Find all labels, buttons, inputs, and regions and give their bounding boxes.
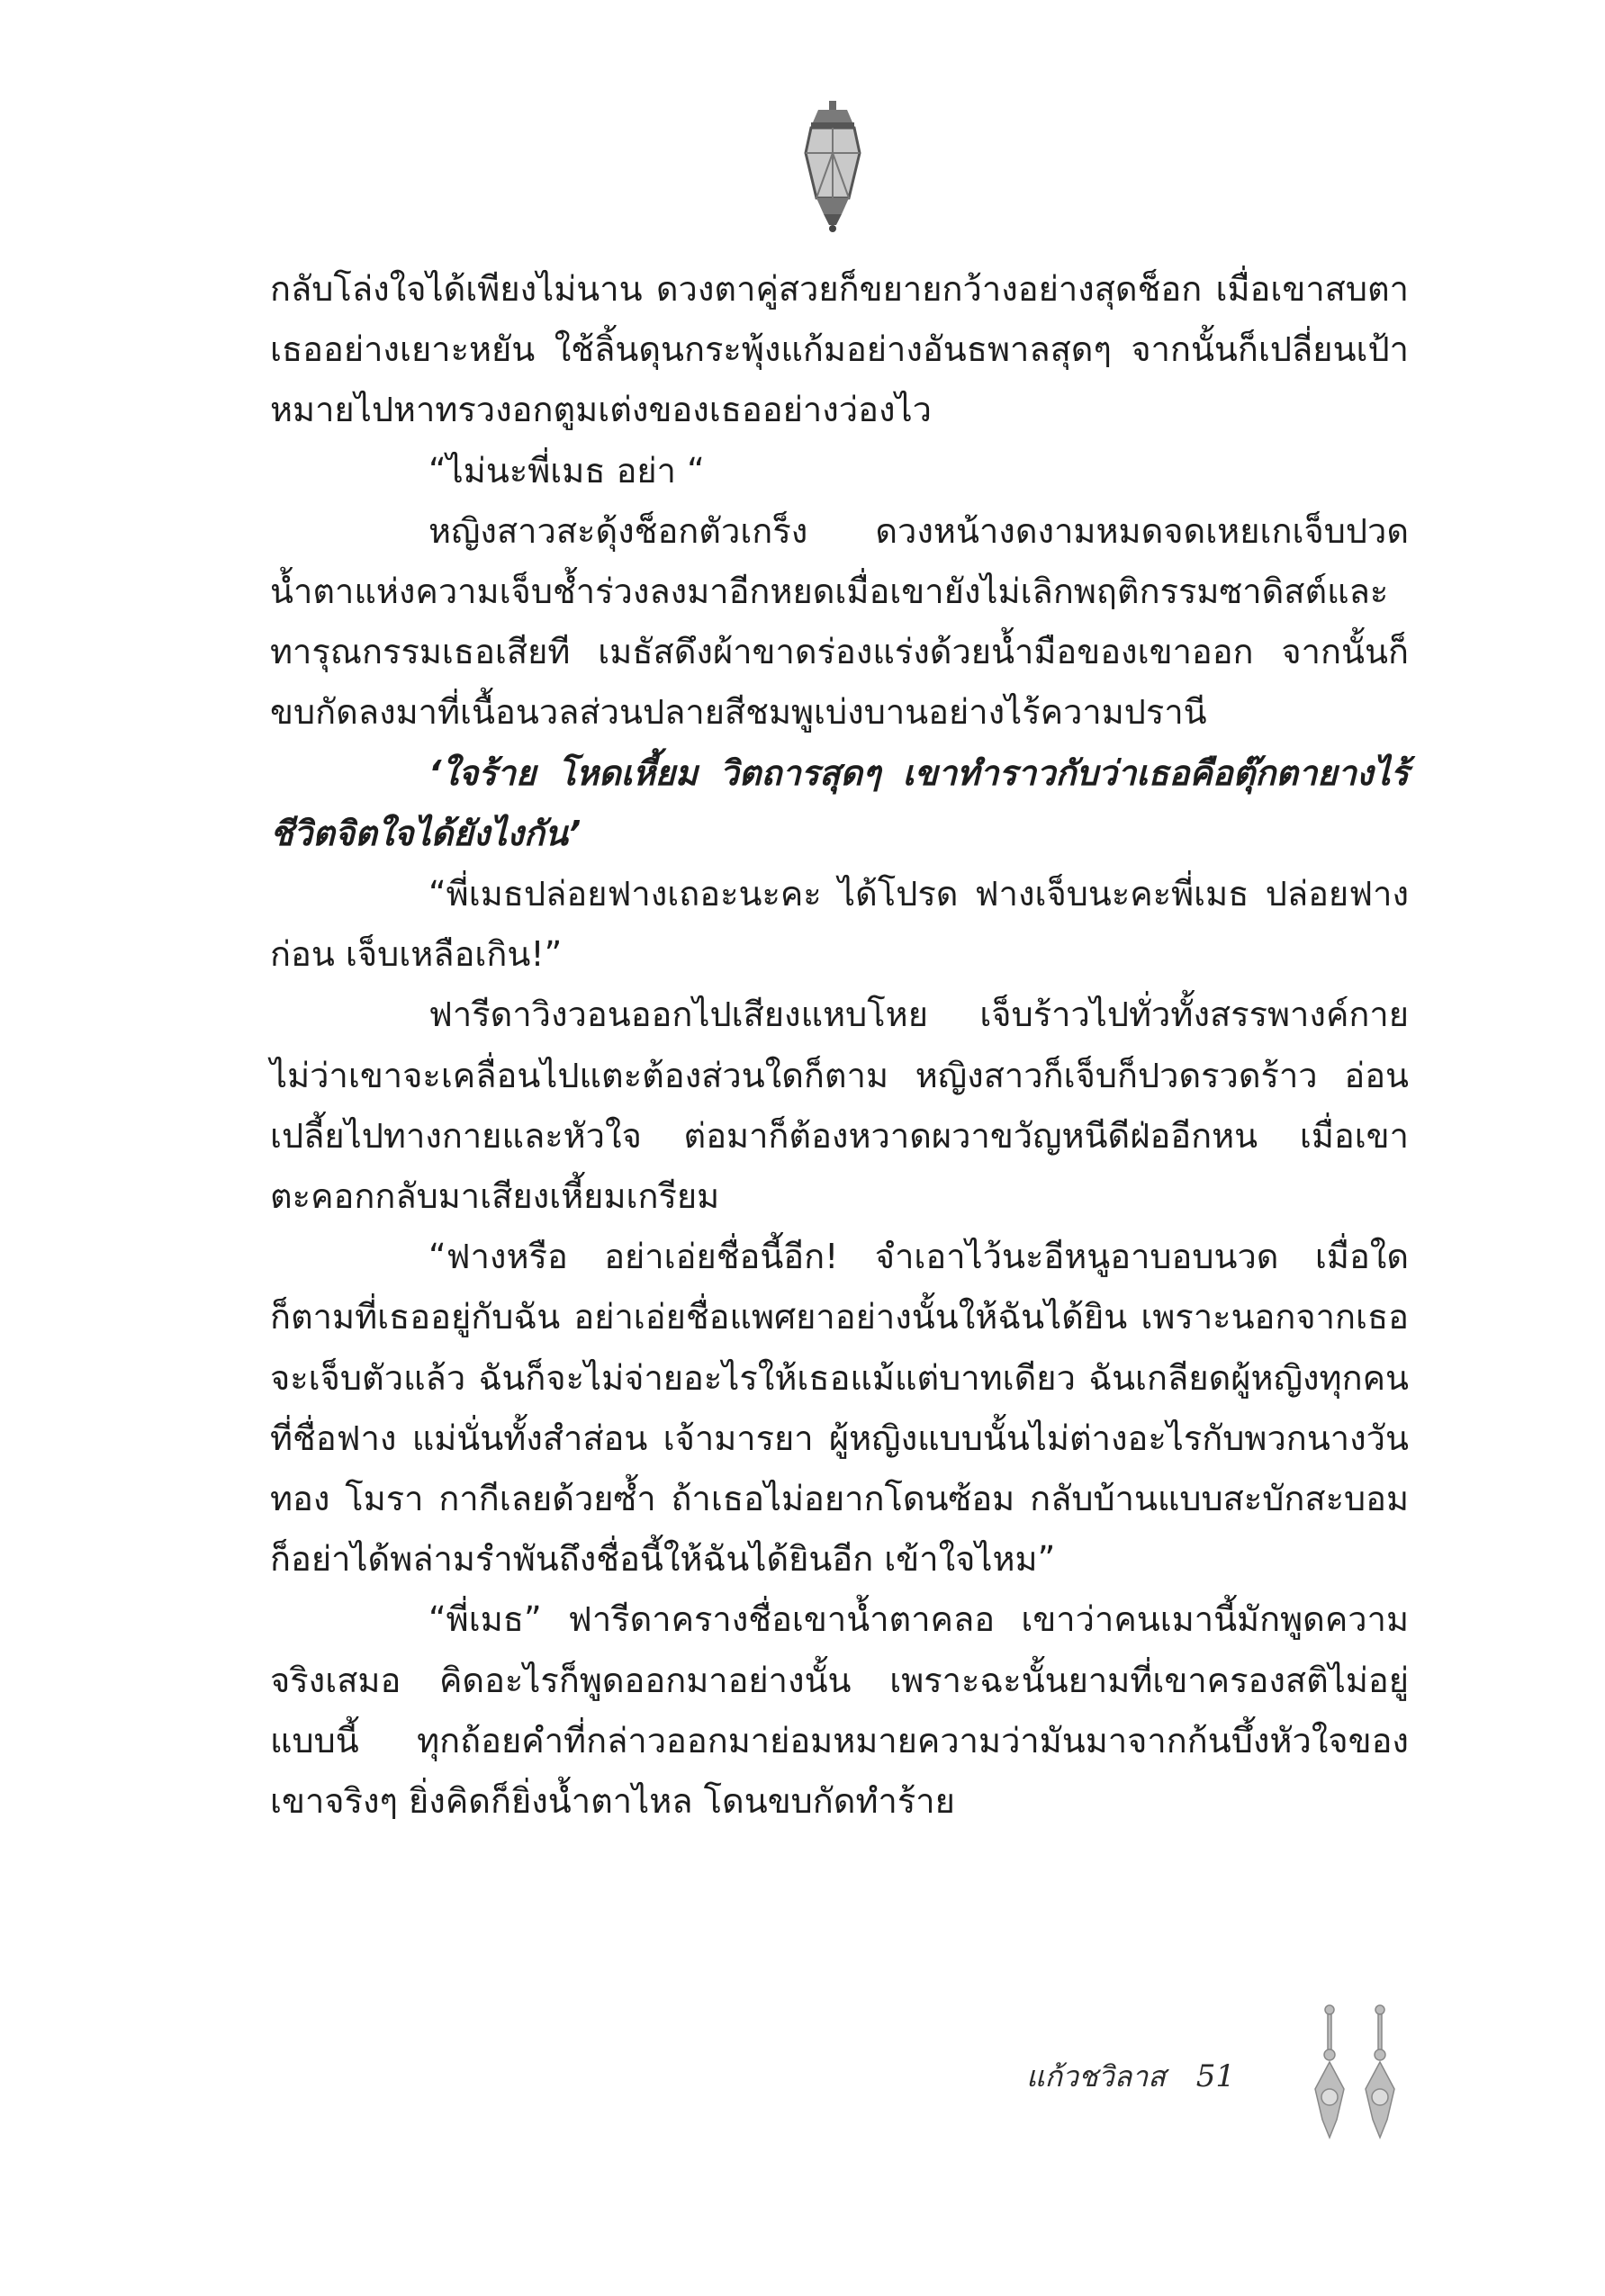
paragraph-2: “ไม่นะพี่เมธ อย่า “ xyxy=(428,450,705,491)
paragraph-1: กลับโล่งใจได้เพียงไม่นาน ดวงตาคู่สวยก็ขยายกว้างอย่างสุดช็อก เมื่อเขาสบตาเธออย่างเยาะหยัน ใช้ลิ้นดุนกระพุ้งแก้มอย่างอันธพาลสุดๆ จากนั้นก็เปลี่ยนเป้าหมายไปหาทรวงอกตูมเต่งของเธออย่างว่องไว xyxy=(270,269,1409,430)
paragraph-8: “พี่เมธ” ฟารีดาครางชื่อเขาน้ำตาคลอ เขาว่าคนเมานี้มักพูดความจริงเสมอ คิดอะไรก็พูดออกมาอย่างนั้น เพราะฉะนั้นยามที่เขาครองสติไม่อยู่แบบนี้ ทุกถ้อยคำที่กล่าวออกมาย่อมหมายความว่ามันมาจากก้นบึ้งหัวใจของเขาจริงๆ ยิ่งคิดก็ยิ่งน้ำตาไหล โดนขบกัดทำร้าย xyxy=(270,1599,1409,1822)
body-text xyxy=(270,259,1409,1832)
page-number: 51 xyxy=(1195,2058,1236,2094)
paragraph-6: ฟารีดาวิงวอนออกไปเสียงแหบโหย เจ็บร้าวไปทั่วทั้งสรรพางค์กาย ไม่ว่าเขาจะเคลื่อนไปแตะต้องส่วนใดก็ตาม หญิงสาวก็เจ็บก็ปวดรวดร้าว อ่อนเปลี้ยไปทางกายและหัวใจ ต่อมาก็ต้องหวาดผวาขวัญหนีดีฝ่ออีกหน เมื่อเขาตะคอกกลับมาเสียงเหี้ยมเกรียม xyxy=(270,995,1409,1217)
paragraph-5: “พี่เมธปล่อยฟางเถอะนะคะ ได้โปรด ฟางเจ็บนะคะพี่เมธ ปล่อยฟางก่อน เจ็บเหลือเกิน!” xyxy=(270,874,1409,975)
book-title: แก้วชวิลาส xyxy=(1026,2059,1166,2093)
paragraph-4-inner-thought: ‘ใจร้าย โหดเหี้ยม วิตถารสุดๆ เขาทำราวกับว่าเธอคือตุ๊กตายางไร้ชีวิตจิตใจได้ยังไงกัน’ xyxy=(270,752,1409,853)
earrings-ornament-icon xyxy=(1301,2003,1409,2156)
paragraph-7: “ฟางหรือ อย่าเอ่ยชื่อนี้อีก! จำเอาไว้นะอีหนูอาบอบนวด เมื่อใดก็ตามที่เธออยู่กับฉัน อย่าเอ่ยชื่อแพศยาอย่างนั้นให้ฉันได้ยิน เพราะนอกจากเธอจะเจ็บตัวแล้ว ฉันก็จะไม่จ่ายอะไรให้เธอแม้แต่บาทเดียว ฉันเกลียดผู้หญิงทุกคนที่ชื่อฟาง แม่นั่นทั้งสำส่อน เจ้ามารยา ผู้หญิงแบบนั้นไม่ต่างอะไรกับพวกนางวันทอง โมรา กากีเลยด้วยซ้ำ ถ้าเธอไม่อยากโดนซ้อม กลับบ้านแบบสะบักสะบอม ก็อย่าได้พล่ามรำพันถึงชื่อนี้ให้ฉันได้ยินอีก เข้าใจไหม” xyxy=(270,1237,1409,1580)
paragraph-3: หญิงสาวสะดุ้งช็อกตัวเกร็ง ดวงหน้างดงามหมดจดเหยเกเจ็บปวด น้ำตาแห่งความเจ็บช้ำร่วงลงมาอีกหยดเมื่อเขายังไม่เลิกพฤติกรรมซาดิสต์และทารุณกรรมเธอเสียที เมธัสดึงผ้าขาดร่องแร่งด้วยน้ำมือของเขาออก จากนั้นก็ขบกัดลงมาที่เนื้อนวลส่วนปลายสีชมพูเบ่งบานอย่างไร้ความปรานี xyxy=(270,510,1409,733)
page-footer xyxy=(1026,2054,1296,2099)
lantern-ornament-icon xyxy=(797,99,869,234)
